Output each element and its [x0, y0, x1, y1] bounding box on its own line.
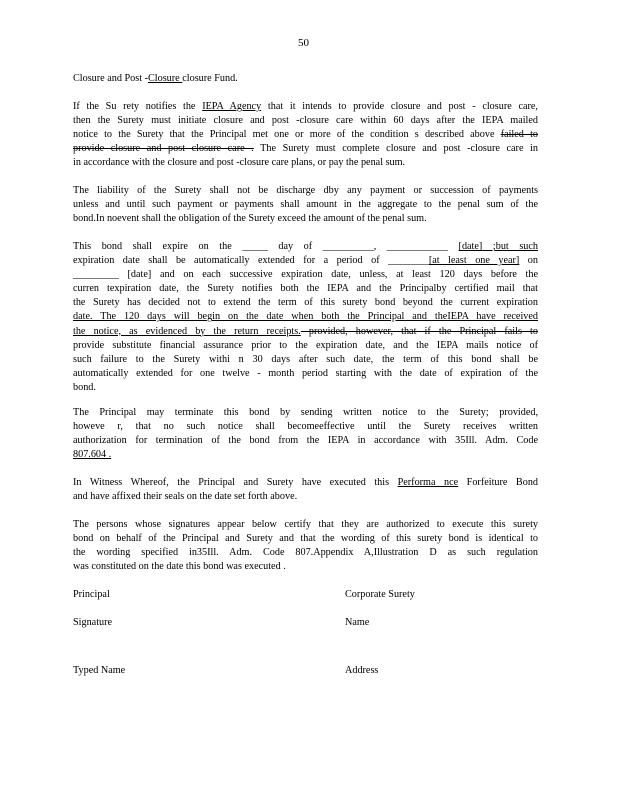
corporate-surety-label: Corporate Surety: [345, 589, 415, 600]
paragraph-liability: The liability of the Surety shall not be discharge dby any payment or succession of payments unless and until such payment or payments shall amount in the aggregate to the penal sum of the bond.In noevent shall the obligation of the Surety exceed the amount of the penal sum.: [73, 185, 538, 225]
name-label: Name: [345, 617, 370, 628]
typed-name-label: Typed Name: [73, 665, 126, 676]
signature-label: Signature: [73, 617, 113, 628]
section-heading: [73, 72, 538, 86]
principal-label: Principal: [73, 589, 110, 600]
heading-line: Closure and Post -Closure closure Fund.: [73, 73, 238, 84]
page-number: 50: [298, 37, 309, 49]
paragraph-surety-notice: If the Su rety notifies the IEPA Agency that it intends to provide closure and post - closure care, then the Surety must initiate closure and post -closure care within 60 days after the IEPA mailed notice to the Surety that the Principal met one or more of the condition s described above failed to provide closure and post closure care . The Surety must complete closure and post -closure care in in accordance with the closure and post -closure care plans, or pay the penal sum.: [73, 101, 538, 169]
address-label: Address: [345, 665, 379, 676]
paragraph-termination: The Principal may terminate this bond by sending written notice to the Surety; provided, howeve r, that no such notice shall becomeeffective until the Surety receives written authorization for termination of the bond from the IEPA in accordance with 35Ill. Adm. Code 807.604 .: [73, 407, 538, 461]
paragraph-witness: In Witness Whereof, the Principal and Surety have executed this Performa nce Forfeiture Bond and have affixed their seals on the date set forth above.: [73, 477, 539, 503]
paragraph-expiration: This bond shall expire on the _____ day of __________, ____________ [date] ;but such expiration date shall be automatically extended for a period of ________[at least one year] on _________ [date] and on each successive expiration date, unless, at least 120 days before the curren texpiration date, the Surety notifies both the IEPA and the Principalby certified mail that the Surety has decided not to extend the term of this surety bond beyond the current expiration date. The 120 days will begin on the date when both the Principal and theIEPA have received the notice, as evidenced by the return receipts. provided, however, that if the Principal fails to provide substitute financial assurance prior to the expiration date, and the IEPA mails notice of such failure to the Surety withi n 30 days after such date, the term of this bond shall be automatically extended for one twelve - month period starting with the date of expiration of the bond.: [73, 241, 539, 393]
paragraph-certification: The persons whose signatures appear below certify that they are authorized to execute this surety bond on behalf of the Principal and Surety and that the wording of this surety bond is identical to the wording specified in35Ill. Adm. Code 807.Appendix A,Illustration D as such regulation was constituted on the date this bond was executed .: [73, 519, 538, 573]
